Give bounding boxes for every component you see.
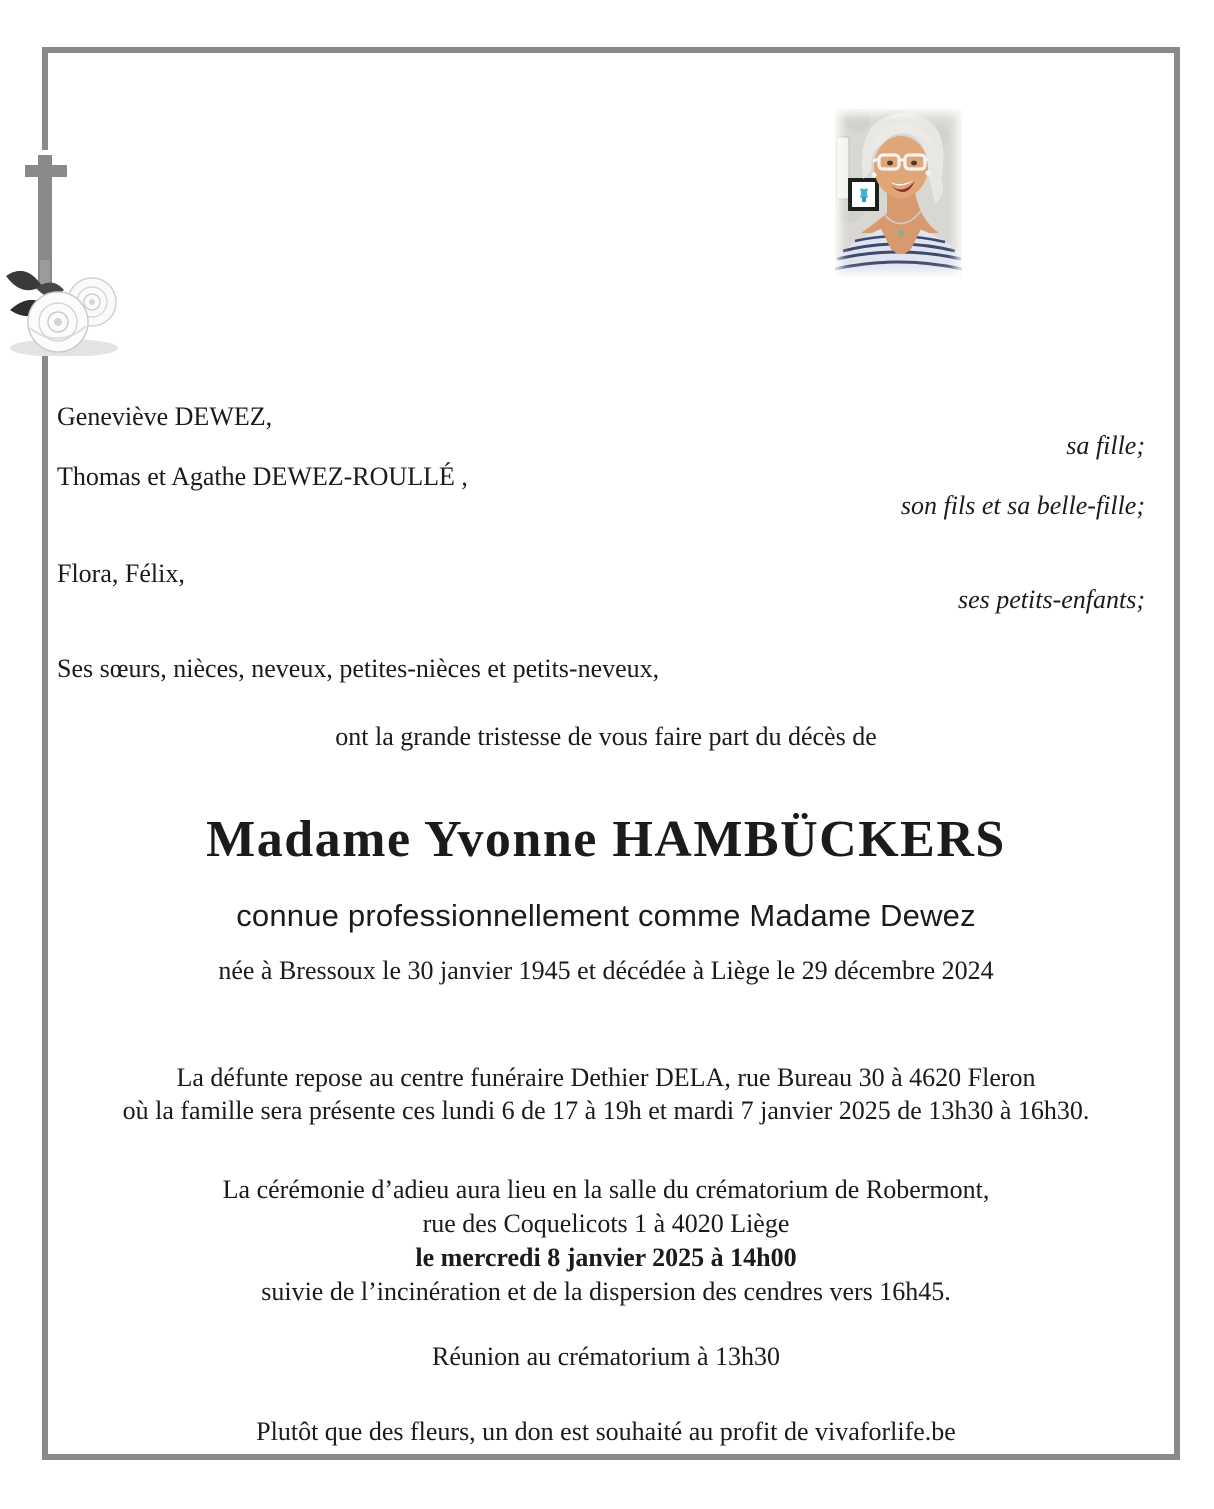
relation-3: ses petits-enfants; (957, 585, 1145, 614)
meeting-info: Réunion au crématorium à 13h30 (431, 1342, 781, 1371)
announcer-name-3: Flora, Félix, (57, 559, 185, 588)
deceased-name: Madame Yvonne HAMBÜCKERS (206, 811, 1006, 868)
repose-line-2: où la famille sera présente ces lundi 6 de 17 à 19h et mardi 7 janvier 2025 de 13h30 à 16h30. (122, 1096, 1090, 1125)
announcement-intro: ont la grande tristesse de vous faire part du décès de (335, 722, 877, 751)
donation-request: Plutôt que des fleurs, un don est souhaité au profit de vivaforlife.be (256, 1417, 956, 1446)
ceremony-address: rue des Coquelicots 1 à 4020 Liège (422, 1209, 790, 1238)
portrait-photo (835, 109, 962, 277)
announcer-name-1: Geneviève DEWEZ, (57, 402, 273, 431)
repose-line-1: La défunte repose au centre funéraire Dethier DELA, rue Bureau 30 à 4620 Fleron (176, 1063, 1036, 1092)
life-dates: née à Bressoux le 30 janvier 1945 et décédée à Liège le 29 décembre 2024 (218, 956, 994, 985)
relation-2: son fils et sa belle-fille; (900, 491, 1145, 520)
ceremony-datetime: le mercredi 8 janvier 2025 à 14h00 (415, 1243, 797, 1272)
cross-and-roses-icon (0, 150, 122, 356)
ceremony-line-4: suivie de l’incinération et de la dispersion des cendres vers 16h45. (261, 1277, 951, 1306)
relation-1: sa fille; (1066, 431, 1145, 460)
professional-alias: connue professionnellement comme Madame Dewez (236, 898, 976, 933)
announcer-collective: Ses sœurs, nièces, neveux, petites-nièces et petits-neveux, (57, 654, 660, 683)
announcer-name-2: Thomas et Agathe DEWEZ-ROULLÉ , (57, 462, 468, 491)
ceremony-line-1: La cérémonie d’adieu aura lieu en la salle du crématorium de Robermont, (222, 1175, 990, 1204)
